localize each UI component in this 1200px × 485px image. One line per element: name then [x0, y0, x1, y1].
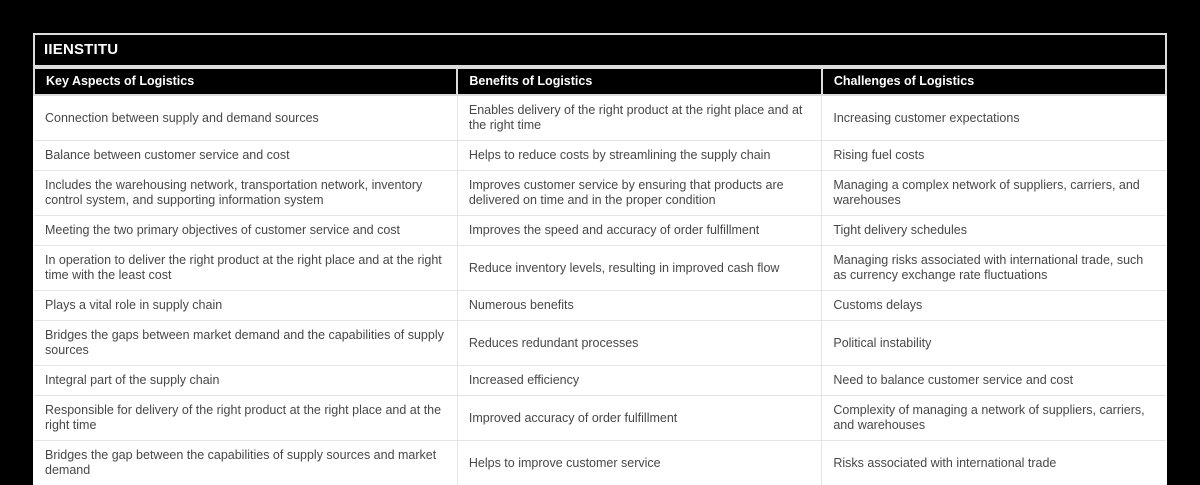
table-row: [34, 396, 1166, 441]
table-cell: Improved accuracy of order fulfillment: [457, 396, 822, 441]
table-row: [34, 171, 1166, 216]
table-cell: Responsible for delivery of the right product at the right place and at the right time: [34, 396, 457, 441]
table-header: [34, 68, 1166, 95]
table-cell: Need to balance customer service and cost: [822, 366, 1166, 396]
table-row: [34, 366, 1166, 396]
table-cell: Helps to improve customer service: [457, 441, 822, 485]
table-cell: Plays a vital role in supply chain: [34, 291, 457, 321]
table-cell: Increased efficiency: [457, 366, 822, 396]
column-header: Key Aspects of Logistics: [34, 68, 457, 95]
table-cell: Connection between supply and demand sources: [34, 95, 457, 141]
table-cell: Managing a complex network of suppliers, carriers, and warehouses: [822, 171, 1166, 216]
brand-titlebar: [33, 33, 1167, 67]
table-cell: Customs delays: [822, 291, 1166, 321]
table-cell: Bridges the gap between the capabilities of supply sources and market demand: [34, 441, 457, 485]
header-row: [34, 68, 1166, 95]
table-row: [34, 291, 1166, 321]
table-cell: Reduce inventory levels, resulting in improved cash flow: [457, 246, 822, 291]
table-cell: Complexity of managing a network of suppliers, carriers, and warehouses: [822, 396, 1166, 441]
table-cell: Managing risks associated with international trade, such as currency exchange rate fluctuations: [822, 246, 1166, 291]
table-cell: Risks associated with international trade: [822, 441, 1166, 485]
column-header: Challenges of Logistics: [822, 68, 1166, 95]
table-cell: Improves the speed and accuracy of order fulfillment: [457, 216, 822, 246]
table-cell: Meeting the two primary objectives of customer service and cost: [34, 216, 457, 246]
table-cell: Includes the warehousing network, transportation network, inventory control system, and supporting information system: [34, 171, 457, 216]
table-row: [34, 216, 1166, 246]
table-cell: Improves customer service by ensuring that products are delivered on time and in the proper condition: [457, 171, 822, 216]
table-panel: [33, 33, 1167, 485]
table-cell: Integral part of the supply chain: [34, 366, 457, 396]
table-cell: Reduces redundant processes: [457, 321, 822, 366]
table-cell: Numerous benefits: [457, 291, 822, 321]
brand-title: IIENSTITU: [44, 41, 118, 58]
column-header: Benefits of Logistics: [457, 68, 822, 95]
table-row: [34, 141, 1166, 171]
table-cell: Rising fuel costs: [822, 141, 1166, 171]
table-row: [34, 441, 1166, 485]
table-cell: Helps to reduce costs by streamlining the supply chain: [457, 141, 822, 171]
table-cell: Enables delivery of the right product at the right place and at the right time: [457, 95, 822, 141]
table-cell: Political instability: [822, 321, 1166, 366]
table-cell: Increasing customer expectations: [822, 95, 1166, 141]
logistics-table: [33, 67, 1167, 485]
table-cell: Balance between customer service and cost: [34, 141, 457, 171]
table-cell: Bridges the gaps between market demand and the capabilities of supply sources: [34, 321, 457, 366]
table-row: [34, 95, 1166, 141]
table-row: [34, 321, 1166, 366]
table-body: [34, 95, 1166, 485]
table-cell: In operation to deliver the right product at the right place and at the right time with the least cost: [34, 246, 457, 291]
table-cell: Tight delivery schedules: [822, 216, 1166, 246]
table-row: [34, 246, 1166, 291]
